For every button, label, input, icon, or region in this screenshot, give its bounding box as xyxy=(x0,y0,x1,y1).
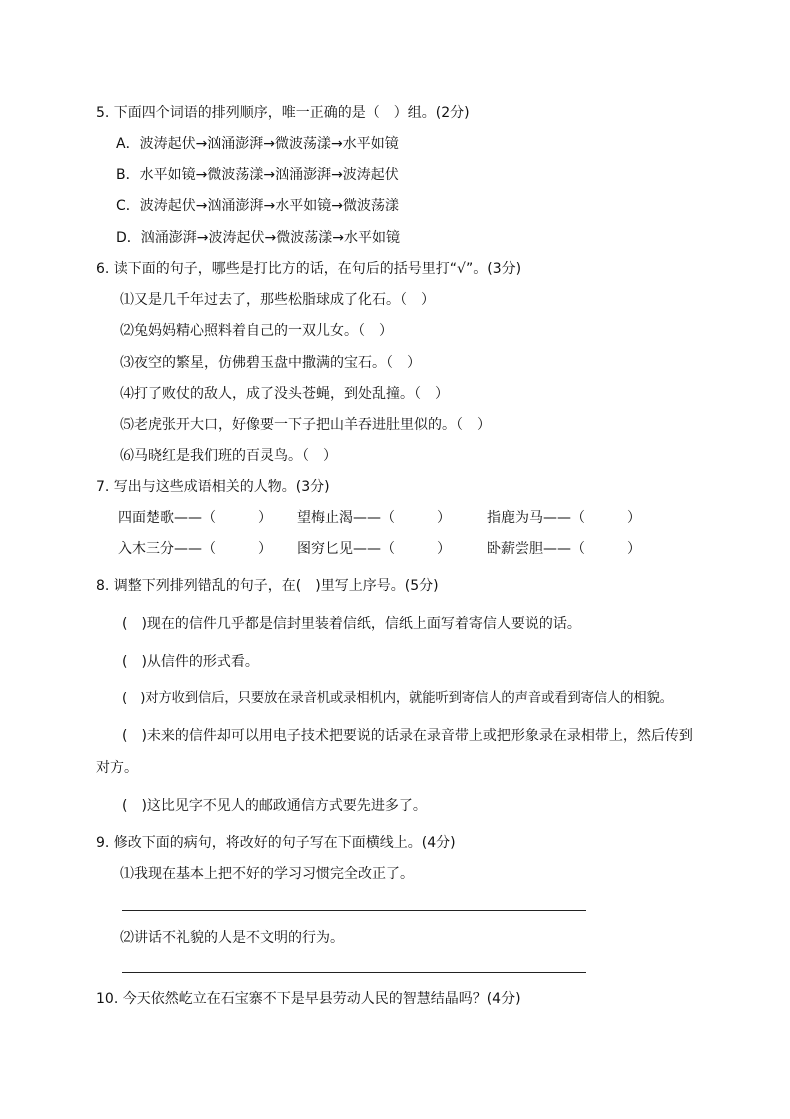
question-5-option-a: A．波涛起伏→汹涌澎湃→微波荡漾→水平如镜 xyxy=(116,136,399,152)
question-5-option-d: D．汹涌澎湃→波涛起伏→微波荡漾→水平如镜 xyxy=(116,230,400,246)
question-8-item-1: ( )现在的信件几乎都是信封里装着信纸，信纸上面写着寄信人要说的话。 xyxy=(122,616,581,632)
question-8-item-3: ( )对方收到信后，只要放在录音机或录相机内，就能听到寄信人的声音或看到寄信人的相貌。 xyxy=(122,691,673,706)
question-8-item-4: ( )未来的信件却可以用电子技术把要说的话录在录音带上或把形象录在录相带上，然后传到 xyxy=(122,728,693,744)
question-9-item-2: ⑵讲话不礼貌的人是不文明的行为。 xyxy=(120,930,344,946)
question-6-item-4: ⑷打了败仗的敌人，成了没头苍蝇，到处乱撞。（ ） xyxy=(120,386,449,402)
question-10-stem: 10. 今天依然屹立在石宝寨不下是早县劳动人民的智慧结晶吗？(4分) xyxy=(96,991,521,1007)
question-6-stem: 6. 读下面的句子，哪些是打比方的话，在句后的括号里打“√”。(3分) xyxy=(96,261,522,277)
question-6-item-5: ⑸老虎张开大口，好像要一下子把山羊吞进肚里似的。（ ） xyxy=(120,417,491,433)
question-8-item-5: ( )这比见字不见人的邮政通信方式要先进多了。 xyxy=(122,798,427,814)
question-7-stem: 7. 写出与这些成语相关的人物。(3分) xyxy=(96,479,330,495)
question-5-stem: 5. 下面四个词语的排列顺序，唯一正确的是（ ）组。(2分) xyxy=(96,105,470,121)
idiom-blank: 入木三分——（ ） xyxy=(118,541,272,557)
answer-line xyxy=(122,910,586,911)
question-8-item-2: ( )从信件的形式看。 xyxy=(122,654,259,670)
question-6-item-6: ⑹马晓红是我们班的百灵鸟。（ ） xyxy=(120,448,337,464)
idiom-blank: 望梅止渴——（ ） xyxy=(297,510,451,526)
question-8-stem: 8. 调整下列排列错乱的句子，在( )里写上序号。(5分) xyxy=(96,578,439,594)
idiom-blank: 图穷匕见——（ ） xyxy=(297,541,451,557)
question-6-item-1: ⑴又是几千年过去了，那些松脂球成了化石。（ ） xyxy=(120,292,435,308)
question-8-item-4-continuation: 对方。 xyxy=(96,760,138,776)
answer-line xyxy=(122,972,586,973)
question-5-option-b: B．水平如镜→微波荡漾→汹涌澎湃→波涛起伏 xyxy=(116,167,399,183)
question-9-stem: 9. 修改下面的病句，将改好的句子写在下面横线上。(4分) xyxy=(96,835,456,851)
question-6-item-2: ⑵兔妈妈精心照料着自己的一双儿女。（ ） xyxy=(120,323,393,339)
question-9-item-1: ⑴我现在基本上把不好的学习习惯完全改正了。 xyxy=(120,866,414,882)
question-5-option-c: C．波涛起伏→汹涌澎湃→水平如镜→微波荡漾 xyxy=(116,198,399,214)
question-6-item-3: ⑶夜空的繁星，仿佛碧玉盘中撒满的宝石。（ ） xyxy=(120,355,421,371)
idiom-blank: 四面楚歌——（ ） xyxy=(118,510,272,526)
idiom-blank: 指鹿为马——（ ） xyxy=(487,510,641,526)
idiom-blank: 卧薪尝胆——（ ） xyxy=(487,541,641,557)
